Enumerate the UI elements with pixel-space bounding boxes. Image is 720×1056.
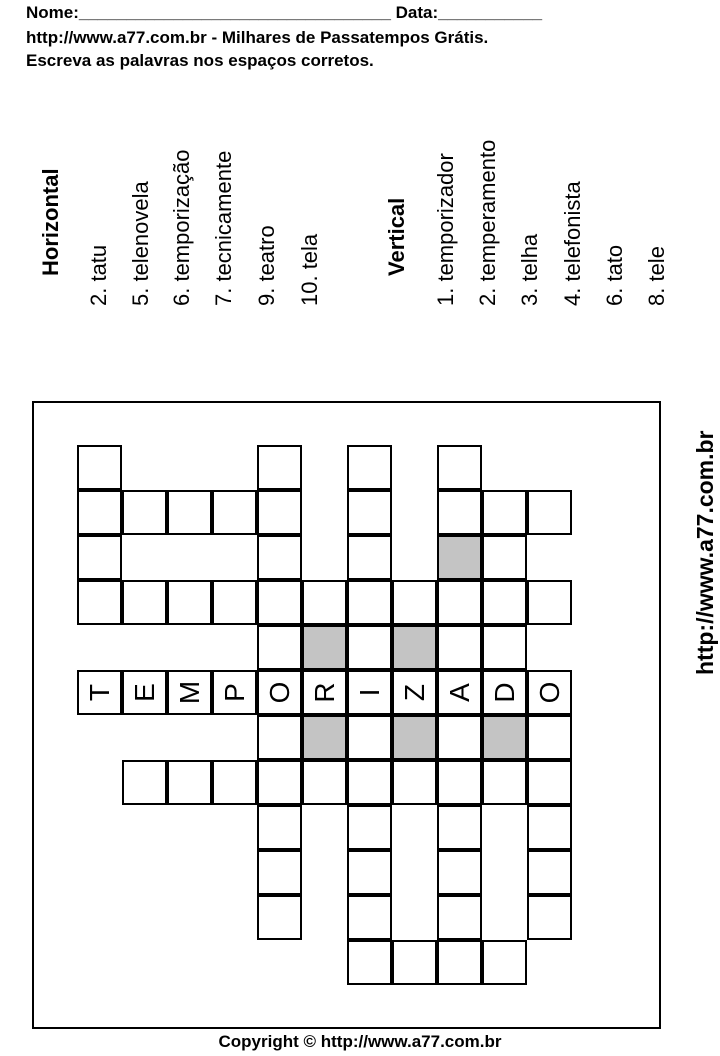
crossword-cell[interactable] (212, 670, 257, 715)
crossword-cell[interactable] (392, 580, 437, 625)
clue-vertical-3: 3. telha (517, 233, 542, 306)
crossword-cell[interactable] (122, 670, 167, 715)
crossword-cell[interactable] (257, 715, 302, 760)
given-letter: I (353, 688, 385, 697)
crossword-cell[interactable] (347, 670, 392, 715)
horizontal-heading: Horizontal (38, 168, 63, 276)
clue-horizontal-7: 7. tecnicamente (211, 150, 236, 306)
given-letter: M (173, 680, 205, 705)
clue-vertical-8: 8. tele (644, 246, 669, 306)
crossword-cell[interactable] (482, 535, 527, 580)
crossword-cell[interactable] (347, 580, 392, 625)
clue-horizontal-10: 10. tela (297, 233, 322, 306)
crossword-cell[interactable] (212, 760, 257, 805)
crossword-cell[interactable] (257, 805, 302, 850)
crossword-cell[interactable] (437, 850, 482, 895)
clue-horizontal-9: 9. teatro (254, 225, 279, 306)
given-letter: Z (398, 683, 430, 702)
crossword-cell[interactable] (77, 445, 122, 490)
crossword-cell[interactable] (437, 535, 482, 580)
clue-horizontal-6: 6. temporização (169, 149, 194, 306)
crossword-cell[interactable] (482, 580, 527, 625)
crossword-cell[interactable] (257, 850, 302, 895)
crossword-cell[interactable] (392, 625, 437, 670)
crossword-cell[interactable] (347, 715, 392, 760)
crossword-cell[interactable] (257, 625, 302, 670)
crossword-cell[interactable] (437, 670, 482, 715)
name-date-line: Nome:_________________________________ Data:___________ (26, 3, 543, 22)
crossword-cell[interactable] (167, 760, 212, 805)
crossword-cell[interactable] (437, 445, 482, 490)
given-letter: D (488, 682, 520, 703)
crossword-cell[interactable] (437, 625, 482, 670)
crossword-cell[interactable] (77, 535, 122, 580)
crossword-cell[interactable] (527, 490, 572, 535)
crossword-cell[interactable] (527, 850, 572, 895)
crossword-cell[interactable] (302, 715, 347, 760)
crossword-cell[interactable] (437, 760, 482, 805)
copyright-footer: Copyright © http://www.a77.com.br (218, 1032, 502, 1051)
given-letter: A (443, 683, 475, 702)
crossword-cell[interactable] (257, 670, 302, 715)
crossword-cell[interactable] (122, 760, 167, 805)
crossword-cell[interactable] (257, 535, 302, 580)
crossword-cell[interactable] (482, 625, 527, 670)
crossword-cell[interactable] (392, 760, 437, 805)
crossword-cell[interactable] (257, 760, 302, 805)
crossword-cell[interactable] (347, 625, 392, 670)
instruction-line: Escreva as palavras nos espaços corretos. (26, 51, 374, 70)
crossword-cell[interactable] (527, 715, 572, 760)
given-letter: T (83, 683, 115, 702)
crossword-cell[interactable] (257, 580, 302, 625)
given-letter: O (263, 681, 295, 704)
crossword-cell[interactable] (212, 580, 257, 625)
clue-horizontal-5: 5. telenovela (128, 181, 153, 306)
crossword-cell[interactable] (347, 490, 392, 535)
clue-horizontal-2: 2. tatu (86, 244, 111, 306)
given-letter: R (308, 682, 340, 703)
site-line: http://www.a77.com.br - Milhares de Passatempos Grátis. (26, 28, 489, 47)
crossword-cell[interactable] (347, 805, 392, 850)
crossword-cell[interactable] (527, 580, 572, 625)
crossword-cell[interactable] (347, 445, 392, 490)
crossword-cell[interactable] (437, 580, 482, 625)
crossword-cell[interactable] (347, 535, 392, 580)
vertical-heading: Vertical (384, 197, 409, 276)
crossword-cell[interactable] (257, 895, 302, 940)
crossword-cell[interactable] (482, 715, 527, 760)
crossword-cell[interactable] (347, 850, 392, 895)
crossword-cell[interactable] (77, 490, 122, 535)
crossword-cell[interactable] (302, 760, 347, 805)
crossword-cell[interactable] (77, 670, 122, 715)
side-url: http://www.a77.com.br (692, 430, 718, 675)
crossword-cell[interactable] (437, 940, 482, 985)
crossword-cell[interactable] (302, 670, 347, 715)
crossword-cell[interactable] (347, 760, 392, 805)
crossword-cell[interactable] (302, 625, 347, 670)
crossword-cell[interactable] (437, 805, 482, 850)
crossword-cell[interactable] (122, 490, 167, 535)
crossword-cell[interactable] (527, 805, 572, 850)
clue-vertical-6: 6. tato (602, 244, 627, 306)
crossword-cell[interactable] (392, 670, 437, 715)
crossword-cell[interactable] (257, 490, 302, 535)
crossword-cell[interactable] (347, 940, 392, 985)
crossword-cell[interactable] (437, 895, 482, 940)
crossword-cell[interactable] (347, 895, 392, 940)
given-letter: P (218, 683, 250, 702)
crossword-cell[interactable] (527, 670, 572, 715)
crossword-cell[interactable] (437, 715, 482, 760)
crossword-cell[interactable] (437, 490, 482, 535)
crossword-cell[interactable] (527, 760, 572, 805)
crossword-cell[interactable] (167, 580, 212, 625)
given-letter: O (533, 681, 565, 704)
crossword-cell[interactable] (77, 580, 122, 625)
clue-vertical-2: 2. temperamento (475, 139, 500, 306)
crossword-cell[interactable] (482, 940, 527, 985)
crossword-cell[interactable] (482, 490, 527, 535)
given-letter: E (128, 683, 160, 702)
crossword-cell[interactable] (392, 715, 437, 760)
clue-vertical-1: 1. temporizador (433, 153, 458, 306)
crossword-cell[interactable] (302, 580, 347, 625)
crossword-cell[interactable] (167, 670, 212, 715)
crossword-cell[interactable] (212, 490, 257, 535)
crossword-cell[interactable] (257, 445, 302, 490)
crossword-cell[interactable] (122, 580, 167, 625)
crossword-cell[interactable] (482, 760, 527, 805)
crossword-cell[interactable] (482, 670, 527, 715)
clue-vertical-4: 4. telefonista (560, 181, 585, 306)
crossword-cell[interactable] (167, 490, 212, 535)
crossword-cell[interactable] (392, 940, 437, 985)
crossword-cell[interactable] (527, 895, 572, 940)
